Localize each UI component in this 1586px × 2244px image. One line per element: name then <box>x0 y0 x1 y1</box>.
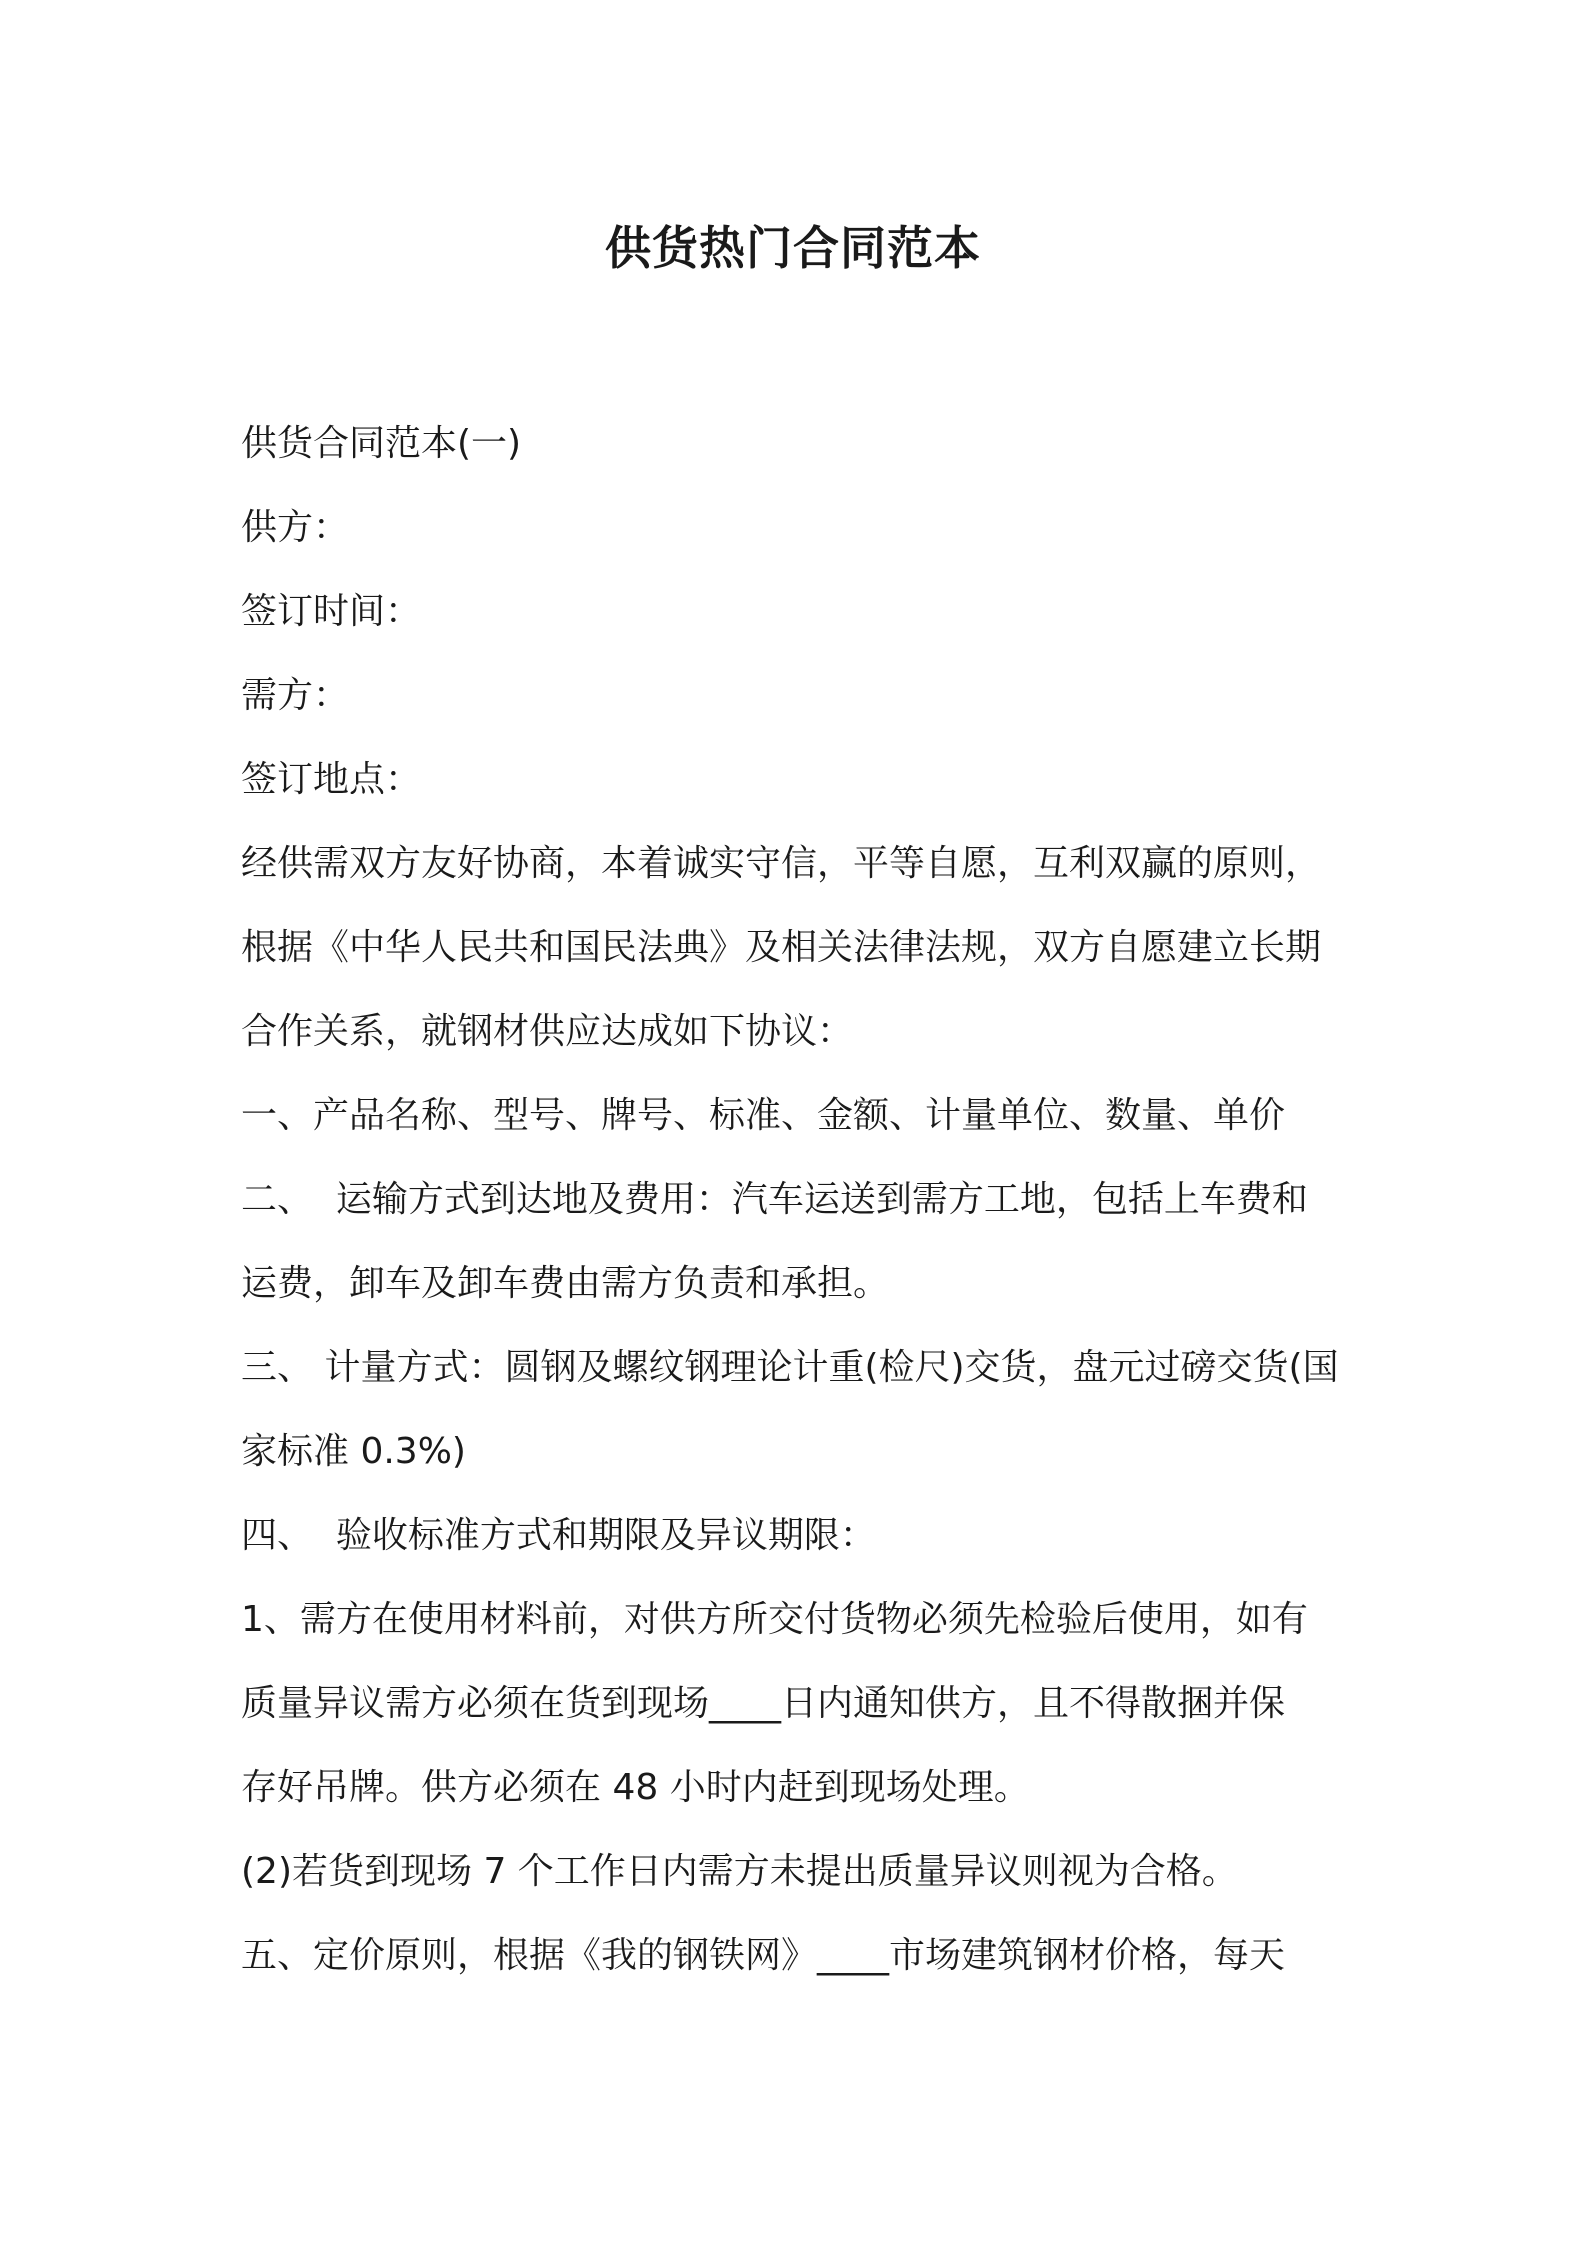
paragraph-line: 家标准 0.3%) <box>241 1431 466 1472</box>
signing-time-field: 签订时间： <box>241 591 422 632</box>
document-title: 供货热门合同范本 <box>605 221 981 275</box>
signing-place-field: 签订地点： <box>241 759 422 800</box>
clause-four: 四、 验收标准方式和期限及异议期限： <box>241 1515 876 1556</box>
paragraph-line: 根据《中华人民共和国民法典》及相关法律法规，双方自愿建立长期 <box>241 927 1322 968</box>
buyer-field: 需方： <box>241 675 350 716</box>
clause-two: 二、 运输方式到达地及费用：汽车运送到需方工地，包括上车费和 <box>241 1179 1308 1220</box>
paragraph-line: (2)若货到现场 7 个工作日内需方未提出质量异议则视为合格。 <box>241 1851 1238 1892</box>
supplier-field: 供方： <box>241 507 350 548</box>
paragraph-line: 1、需方在使用材料前，对供方所交付货物必须先检验后使用，如有 <box>241 1599 1308 1640</box>
clause-one: 一、产品名称、型号、牌号、标准、金额、计量单位、数量、单价 <box>241 1095 1286 1136</box>
paragraph-line: 运费，卸车及卸车费由需方负责和承担。 <box>241 1263 890 1304</box>
section-heading: 供货合同范本(一) <box>241 423 522 464</box>
paragraph-line: 存好吊牌。供方必须在 48 小时内赶到现场处理。 <box>241 1767 1030 1808</box>
paragraph-line: 经供需双方友好协商，本着诚实守信，平等自愿，互利双赢的原则， <box>241 843 1322 884</box>
document-body <box>241 402 1361 1998</box>
paragraph-line: 质量异议需方必须在货到现场____日内通知供方，且不得散捆并保 <box>241 1683 1286 1724</box>
clause-three: 三、 计量方式：圆钢及螺纹钢理论计重(检尺)交货，盘元过磅交货(国 <box>241 1347 1339 1388</box>
paragraph-line: 合作关系，就钢材供应达成如下协议： <box>241 1011 854 1052</box>
clause-five: 五、定价原则，根据《我的钢铁网》____市场建筑钢材价格，每天 <box>241 1935 1286 1976</box>
